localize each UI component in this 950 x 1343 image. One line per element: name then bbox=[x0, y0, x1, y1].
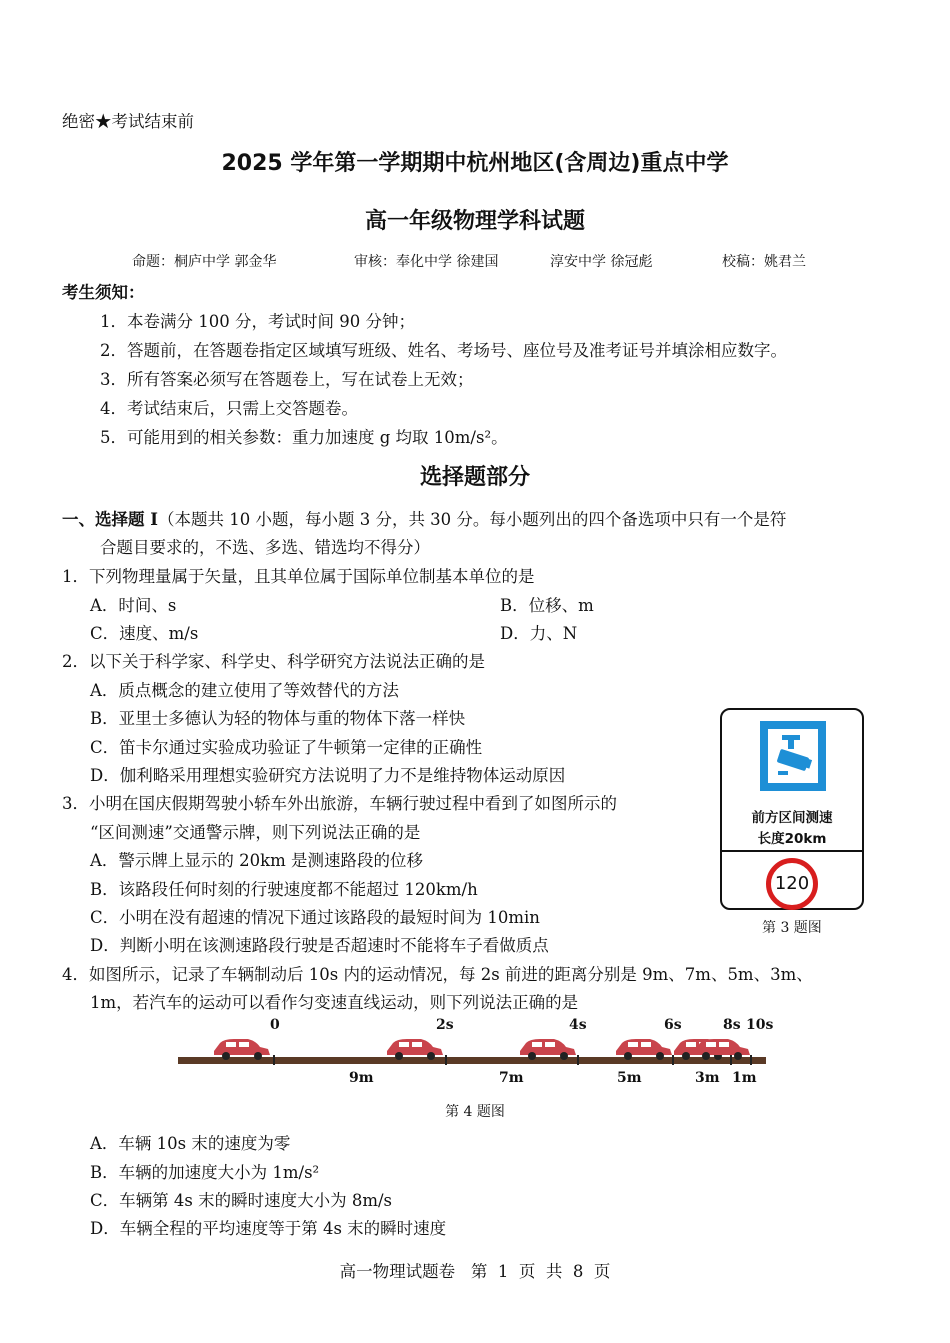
car-icon bbox=[214, 1039, 270, 1060]
q4-option-c: C．车辆第 4s 末的瞬时速度大小为 8m/s bbox=[90, 1191, 392, 1210]
q4-option-a: A．车辆 10s 末的速度为零 bbox=[90, 1134, 291, 1153]
braking-diagram bbox=[178, 1015, 774, 1095]
notice-item: 4．考试结束后，只需上交答题卷。 bbox=[100, 399, 358, 418]
q4-stem: 4．如图所示，记录了车辆制动后 10s 内的运动情况，每 2s 前进的距离分别是 9m、7m、5m、3m、 bbox=[62, 965, 813, 984]
part-label: 一、选择题 I bbox=[62, 510, 158, 529]
part-header bbox=[62, 506, 786, 530]
q3-option-a: A．警示牌上显示的 20km 是测速路段的位移 bbox=[90, 851, 424, 870]
car-icon bbox=[616, 1039, 672, 1060]
distance-label: 7m bbox=[499, 1070, 524, 1086]
q1-stem: 1．下列物理量属于矢量，且其单位属于国际单位制基本单位的是 bbox=[62, 567, 535, 586]
time-label: 2s bbox=[436, 1017, 454, 1033]
notice-heading: 考生须知： bbox=[62, 283, 145, 302]
speed-camera-sign bbox=[720, 708, 864, 910]
q3-stem: 3．小明在国庆假期驾驶小轿车外出旅游，车辆行驶过程中看到了如图所示的 bbox=[62, 794, 617, 813]
exam-title: 2025 学年第一学期期中杭州地区(含周边)重点中学 bbox=[221, 151, 729, 176]
sign-line-1: 前方区间测速 bbox=[751, 810, 833, 826]
proposer: 命题：桐庐中学 郭金华 bbox=[132, 254, 277, 270]
sign-divider bbox=[722, 850, 862, 852]
q4-option-b: B．车辆的加速度大小为 1m/s² bbox=[90, 1163, 320, 1182]
q3-caption: 第 3 题图 bbox=[762, 920, 822, 936]
q1-option-c: C．速度、m/s bbox=[90, 624, 199, 643]
q2-stem: 2．以下关于科学家、科学史、科学研究方法说法正确的是 bbox=[62, 652, 485, 671]
q2-option-c: C．笛卡尔通过实验成功验证了牛顿第一定律的正确性 bbox=[90, 738, 483, 757]
proofreader: 校稿：姚君兰 bbox=[722, 254, 806, 270]
sign-line-2: 长度20km bbox=[757, 831, 827, 847]
q3-stem-cont: “区间测速”交通警示牌，则下列说法正确的是 bbox=[90, 823, 421, 842]
time-label: 4s bbox=[569, 1017, 587, 1033]
road bbox=[178, 1057, 766, 1064]
section-title: 选择题部分 bbox=[419, 465, 530, 490]
distance-label: 1m bbox=[732, 1070, 757, 1086]
distance-label: 5m bbox=[617, 1070, 642, 1086]
camera-icon bbox=[768, 729, 818, 783]
distance-label: 9m bbox=[349, 1070, 374, 1086]
speed-limit: 120 bbox=[766, 858, 818, 910]
car-icon bbox=[387, 1039, 443, 1060]
distance-label: 3m bbox=[695, 1070, 720, 1086]
q3-option-d: D．判断小明在该测速路段行驶是否超速时不能将车子看做质点 bbox=[90, 936, 549, 955]
time-label: 6s bbox=[664, 1017, 682, 1033]
q1-option-b: B．位移、m bbox=[500, 596, 594, 615]
notice-item: 3．所有答案必须写在答题卷上，写在试卷上无效； bbox=[100, 370, 474, 389]
time-label: 8s bbox=[723, 1017, 741, 1033]
q4-option-d: D．车辆全程的平均速度等于第 4s 末的瞬时速度 bbox=[90, 1219, 447, 1238]
part-desc-cont: 合题目要求的，不选、多选、错选均不得分） bbox=[100, 538, 430, 557]
q3-option-c: C．小明在没有超速的情况下通过该路段的最短时间为 10min bbox=[90, 908, 540, 927]
q4-stem-cont: 1m，若汽车的运动可以看作匀变速直线运动，则下列说法正确的是 bbox=[90, 993, 579, 1012]
q2-option-a: A．质点概念的建立使用了等效替代的方法 bbox=[90, 681, 399, 700]
sign-blue-panel bbox=[760, 721, 826, 791]
exam-subtitle: 高一年级物理学科试题 bbox=[364, 209, 585, 234]
notice-item: 1．本卷满分 100 分，考试时间 90 分钟； bbox=[100, 312, 415, 331]
car-icon bbox=[520, 1039, 576, 1060]
secret-label: 绝密★考试结束前 bbox=[62, 112, 194, 131]
time-label: 0 bbox=[270, 1017, 280, 1033]
reviewer: 审核：奉化中学 徐建国 bbox=[354, 254, 499, 270]
time-label: 10s bbox=[746, 1017, 774, 1033]
q3-option-b: B．该路段任何时刻的行驶速度都不能超过 120km/h bbox=[90, 880, 478, 899]
q4-caption: 第 4 题图 bbox=[445, 1104, 505, 1120]
car-icon bbox=[694, 1039, 750, 1060]
page-footer: 高一物理试题卷 第 1 页 共 8 页 bbox=[339, 1262, 611, 1281]
notice-item: 5．可能用到的相关参数：重力加速度 g 均取 10m/s²。 bbox=[100, 428, 508, 447]
q1-option-a: A．时间、s bbox=[90, 596, 177, 615]
notice-item: 2．答题前，在答题卷指定区域填写班级、姓名、考场号、座位号及准考证号并填涂相应数字。 bbox=[100, 341, 787, 360]
part-desc: （本题共 10 小题，每小题 3 分，共 30 分。每小题列出的四个备选项中只有一个是符 bbox=[157, 510, 787, 529]
q2-option-b: B．亚里士多德认为轻的物体与重的物体下落一样快 bbox=[90, 709, 466, 728]
q2-option-d: D．伽利略采用理想实验研究方法说明了力不是维持物体运动原因 bbox=[90, 766, 566, 785]
reviewer-2: 淳安中学 徐冠彪 bbox=[550, 254, 653, 270]
q1-option-d: D．力、N bbox=[500, 624, 578, 643]
